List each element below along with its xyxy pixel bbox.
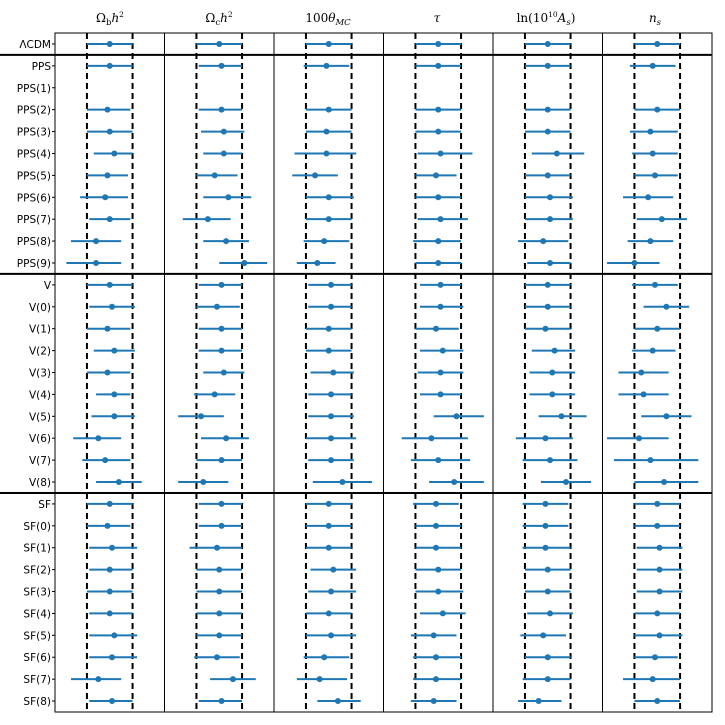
mean-point bbox=[650, 150, 656, 156]
row-label: PPS(8) bbox=[16, 236, 51, 249]
mean-point bbox=[438, 391, 444, 397]
mean-point bbox=[542, 501, 548, 507]
row-label: PPS(6) bbox=[16, 192, 51, 205]
mean-point bbox=[435, 260, 441, 266]
mean-point bbox=[111, 150, 117, 156]
mean-point bbox=[431, 698, 437, 704]
row-label: V(6) bbox=[28, 433, 51, 446]
mean-point bbox=[545, 304, 551, 310]
mean-point bbox=[328, 435, 334, 441]
mean-point bbox=[652, 654, 658, 660]
mean-point bbox=[107, 41, 113, 47]
mean-point bbox=[323, 150, 329, 156]
mean-point bbox=[326, 523, 332, 529]
mean-point bbox=[440, 610, 446, 616]
mean-point bbox=[435, 129, 441, 135]
mean-point bbox=[654, 523, 660, 529]
mean-point bbox=[326, 41, 332, 47]
mean-point bbox=[545, 654, 551, 660]
mean-point bbox=[104, 523, 110, 529]
mean-point bbox=[221, 129, 227, 135]
mean-point bbox=[549, 391, 555, 397]
mean-point bbox=[323, 129, 329, 135]
mean-point bbox=[107, 610, 113, 616]
mean-point bbox=[330, 370, 336, 376]
row-label: SF(3) bbox=[23, 586, 51, 599]
mean-point bbox=[547, 194, 553, 200]
row-label: V(7) bbox=[28, 455, 51, 468]
row-label: SF(5) bbox=[23, 630, 51, 643]
mean-point bbox=[328, 391, 334, 397]
mean-point bbox=[109, 654, 115, 660]
row-label: PPS(5) bbox=[16, 170, 51, 183]
panel-omega_b bbox=[66, 33, 141, 712]
mean-point bbox=[216, 41, 222, 47]
mean-point bbox=[328, 589, 334, 595]
mean-point bbox=[440, 348, 446, 354]
mean-point bbox=[647, 129, 653, 135]
mean-point bbox=[435, 589, 441, 595]
row-label: PPS bbox=[31, 60, 51, 73]
mean-point bbox=[438, 216, 444, 222]
mean-point bbox=[317, 676, 323, 682]
mean-point bbox=[454, 413, 460, 419]
mean-point bbox=[102, 194, 108, 200]
mean-point bbox=[330, 567, 336, 573]
mean-point bbox=[216, 632, 222, 638]
mean-point bbox=[107, 589, 113, 595]
row-label: SF(6) bbox=[23, 652, 51, 665]
mean-point bbox=[663, 413, 669, 419]
row-label: PPS(3) bbox=[16, 126, 51, 139]
mean-point bbox=[552, 348, 558, 354]
mean-point bbox=[212, 172, 218, 178]
mean-point bbox=[636, 435, 642, 441]
mean-point bbox=[545, 63, 551, 69]
mean-point bbox=[198, 413, 204, 419]
mean-point bbox=[545, 567, 551, 573]
row-label: V(3) bbox=[28, 367, 51, 380]
mean-point bbox=[104, 326, 110, 332]
mean-point bbox=[647, 457, 653, 463]
mean-point bbox=[652, 282, 658, 288]
header-as: $\ln(10^{10}A_s)$ bbox=[516, 10, 576, 28]
mean-point bbox=[547, 216, 553, 222]
row-label: SF(0) bbox=[23, 520, 51, 533]
header-omega-c: $\Omega_ch^2$ bbox=[205, 10, 233, 28]
mean-point bbox=[104, 107, 110, 113]
mean-point bbox=[326, 107, 332, 113]
mean-point bbox=[438, 370, 444, 376]
mean-point bbox=[654, 41, 660, 47]
mean-point bbox=[219, 457, 225, 463]
mean-point bbox=[545, 589, 551, 595]
mean-point bbox=[321, 654, 327, 660]
mean-point bbox=[428, 435, 434, 441]
mean-point bbox=[435, 238, 441, 244]
mean-point bbox=[111, 413, 117, 419]
mean-point bbox=[657, 589, 663, 595]
mean-point bbox=[542, 326, 548, 332]
mean-point bbox=[109, 304, 115, 310]
mean-point bbox=[659, 216, 665, 222]
mean-point bbox=[545, 676, 551, 682]
mean-point bbox=[116, 479, 122, 485]
column-headers bbox=[96, 10, 662, 28]
mean-point bbox=[104, 370, 110, 376]
header-ns: $n_s$ bbox=[648, 11, 662, 28]
mean-point bbox=[326, 216, 332, 222]
mean-point bbox=[214, 304, 220, 310]
mean-point bbox=[219, 326, 225, 332]
mean-point bbox=[433, 326, 439, 332]
row-label: SF(1) bbox=[23, 542, 51, 555]
mean-point bbox=[654, 107, 660, 113]
mean-point bbox=[109, 545, 115, 551]
mean-point bbox=[219, 501, 225, 507]
panel-as bbox=[516, 33, 591, 712]
mean-point bbox=[433, 523, 439, 529]
mean-point bbox=[219, 698, 225, 704]
mean-point bbox=[111, 632, 117, 638]
panel-ns bbox=[607, 33, 698, 712]
mean-point bbox=[111, 348, 117, 354]
row-label: SF bbox=[38, 498, 51, 511]
row-label: ΛCDM bbox=[19, 38, 51, 51]
mean-point bbox=[438, 304, 444, 310]
mean-point bbox=[661, 479, 667, 485]
mean-point bbox=[107, 501, 113, 507]
mean-point bbox=[650, 348, 656, 354]
mean-point bbox=[542, 545, 548, 551]
row-label: V bbox=[43, 279, 51, 292]
row-label: PPS(2) bbox=[16, 104, 51, 117]
row-label: PPS(1) bbox=[16, 82, 51, 95]
panel-theta bbox=[292, 33, 372, 712]
mean-point bbox=[545, 41, 551, 47]
row-label: PPS(4) bbox=[16, 148, 51, 161]
row-label: SF(4) bbox=[23, 608, 51, 621]
mean-point bbox=[323, 63, 329, 69]
mean-point bbox=[645, 194, 651, 200]
mean-point bbox=[547, 457, 553, 463]
mean-point bbox=[104, 172, 110, 178]
mean-point bbox=[547, 610, 553, 616]
mean-point bbox=[93, 260, 99, 266]
mean-point bbox=[216, 567, 222, 573]
mean-point bbox=[214, 654, 220, 660]
mean-point bbox=[554, 150, 560, 156]
mean-point bbox=[326, 545, 332, 551]
row-label: V(0) bbox=[28, 301, 51, 314]
mean-point bbox=[433, 545, 439, 551]
mean-point bbox=[328, 632, 334, 638]
mean-point bbox=[435, 41, 441, 47]
mean-point bbox=[107, 567, 113, 573]
panels bbox=[66, 33, 698, 712]
mean-point bbox=[657, 545, 663, 551]
mean-point bbox=[216, 610, 222, 616]
mean-point bbox=[102, 457, 108, 463]
mean-point bbox=[657, 567, 663, 573]
mean-point bbox=[650, 676, 656, 682]
mean-point bbox=[321, 238, 327, 244]
row-labels bbox=[17, 39, 52, 708]
row-label: V(1) bbox=[28, 323, 51, 336]
mean-point bbox=[438, 150, 444, 156]
panel-omega_c bbox=[178, 33, 267, 712]
row-label: V(4) bbox=[28, 389, 51, 402]
mean-point bbox=[205, 216, 211, 222]
mean-point bbox=[647, 238, 653, 244]
mean-point bbox=[326, 348, 332, 354]
mean-point bbox=[225, 194, 231, 200]
mean-point bbox=[219, 107, 225, 113]
panel-tau bbox=[402, 33, 484, 712]
header-omega-b: $\Omega_bh^2$ bbox=[96, 10, 124, 28]
mean-point bbox=[435, 63, 441, 69]
mean-point bbox=[433, 501, 439, 507]
mean-point bbox=[326, 194, 332, 200]
mean-point bbox=[107, 129, 113, 135]
mean-point bbox=[107, 282, 113, 288]
mean-point bbox=[95, 435, 101, 441]
row-label: SF(2) bbox=[23, 564, 51, 577]
mean-point bbox=[641, 391, 647, 397]
mean-point bbox=[654, 610, 660, 616]
mean-point bbox=[328, 413, 334, 419]
mean-point bbox=[216, 589, 222, 595]
mean-point bbox=[540, 632, 546, 638]
mean-point bbox=[545, 107, 551, 113]
mean-point bbox=[650, 63, 656, 69]
mean-point bbox=[558, 413, 564, 419]
mean-point bbox=[223, 238, 229, 244]
mean-point bbox=[219, 348, 225, 354]
mean-point bbox=[435, 194, 441, 200]
mean-point bbox=[223, 435, 229, 441]
mean-point bbox=[435, 457, 441, 463]
mean-point bbox=[221, 370, 227, 376]
mean-point bbox=[433, 676, 439, 682]
mean-point bbox=[212, 391, 218, 397]
row-label: SF(8) bbox=[23, 696, 51, 709]
mean-point bbox=[654, 326, 660, 332]
mean-point bbox=[328, 304, 334, 310]
mean-point bbox=[200, 479, 206, 485]
header-theta: $100\theta_{MC}$ bbox=[305, 11, 351, 28]
mean-point bbox=[545, 282, 551, 288]
row-label: V(5) bbox=[28, 411, 51, 424]
mean-point bbox=[549, 370, 555, 376]
mean-point bbox=[542, 523, 548, 529]
mean-point bbox=[638, 370, 644, 376]
mean-point bbox=[433, 172, 439, 178]
mean-point bbox=[545, 172, 551, 178]
mean-point bbox=[109, 698, 115, 704]
mean-point bbox=[335, 698, 341, 704]
mean-point bbox=[545, 129, 551, 135]
mean-point bbox=[654, 698, 660, 704]
mean-point bbox=[221, 150, 227, 156]
row-label: PPS(9) bbox=[16, 257, 51, 270]
mean-point bbox=[107, 216, 113, 222]
mean-point bbox=[111, 391, 117, 397]
mean-point bbox=[438, 282, 444, 288]
row-label: PPS(7) bbox=[16, 214, 51, 227]
mean-point bbox=[93, 238, 99, 244]
mean-point bbox=[219, 523, 225, 529]
mean-point bbox=[328, 457, 334, 463]
row-label: V(8) bbox=[28, 477, 51, 490]
mean-point bbox=[219, 282, 225, 288]
mean-point bbox=[107, 63, 113, 69]
mean-point bbox=[536, 698, 542, 704]
mean-point bbox=[652, 172, 658, 178]
mean-point bbox=[657, 632, 663, 638]
mean-point bbox=[326, 610, 332, 616]
mean-point bbox=[563, 479, 569, 485]
row-label: V(2) bbox=[28, 345, 51, 358]
mean-point bbox=[326, 326, 332, 332]
mean-point bbox=[219, 63, 225, 69]
mean-point bbox=[241, 260, 247, 266]
mean-point bbox=[435, 567, 441, 573]
mean-point bbox=[326, 501, 332, 507]
mean-point bbox=[547, 260, 553, 266]
mean-point bbox=[431, 632, 437, 638]
mean-point bbox=[314, 260, 320, 266]
mean-point bbox=[339, 479, 345, 485]
mean-point bbox=[230, 676, 236, 682]
row-label: SF(7) bbox=[23, 674, 51, 687]
mean-point bbox=[654, 501, 660, 507]
mean-point bbox=[433, 654, 439, 660]
mean-point bbox=[542, 435, 548, 441]
mean-point bbox=[214, 545, 220, 551]
mean-point bbox=[95, 676, 101, 682]
mean-point bbox=[451, 479, 457, 485]
mean-point bbox=[540, 238, 546, 244]
mean-point bbox=[312, 172, 318, 178]
mean-point bbox=[328, 282, 334, 288]
mean-point bbox=[435, 107, 441, 113]
mean-point bbox=[631, 260, 637, 266]
header-tau: τ bbox=[433, 11, 441, 25]
mean-point bbox=[663, 304, 669, 310]
